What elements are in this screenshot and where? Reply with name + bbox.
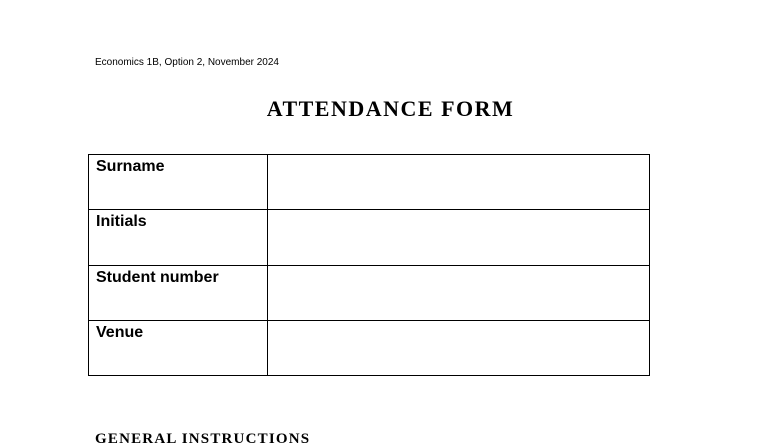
course-header: Economics 1B, Option 2, November 2024 (95, 57, 279, 68)
venue-label-cell (89, 320, 268, 375)
student-number-field[interactable] (268, 265, 650, 320)
table-row-surname (89, 155, 650, 210)
student-number-label: Student number (96, 268, 219, 286)
surname-label: Surname (96, 158, 165, 175)
attendance-table (88, 154, 650, 376)
table-row-student-number (89, 265, 650, 320)
venue-field[interactable] (268, 320, 650, 375)
table-row-initials (89, 210, 650, 265)
general-instructions-heading: GENERAL INSTRUCTIONS (95, 431, 311, 447)
table-row-venue (89, 320, 650, 375)
venue-label: Venue (96, 323, 144, 341)
student-number-label-cell (89, 265, 268, 320)
form-title-text: ATTENDANCE FORM (266, 96, 515, 121)
surname-label-cell (89, 155, 268, 210)
initials-label-cell (89, 210, 268, 265)
initials-field[interactable] (268, 210, 650, 265)
initials-label: Initials (96, 213, 147, 231)
surname-field[interactable] (268, 155, 650, 210)
form-title (0, 96, 784, 122)
